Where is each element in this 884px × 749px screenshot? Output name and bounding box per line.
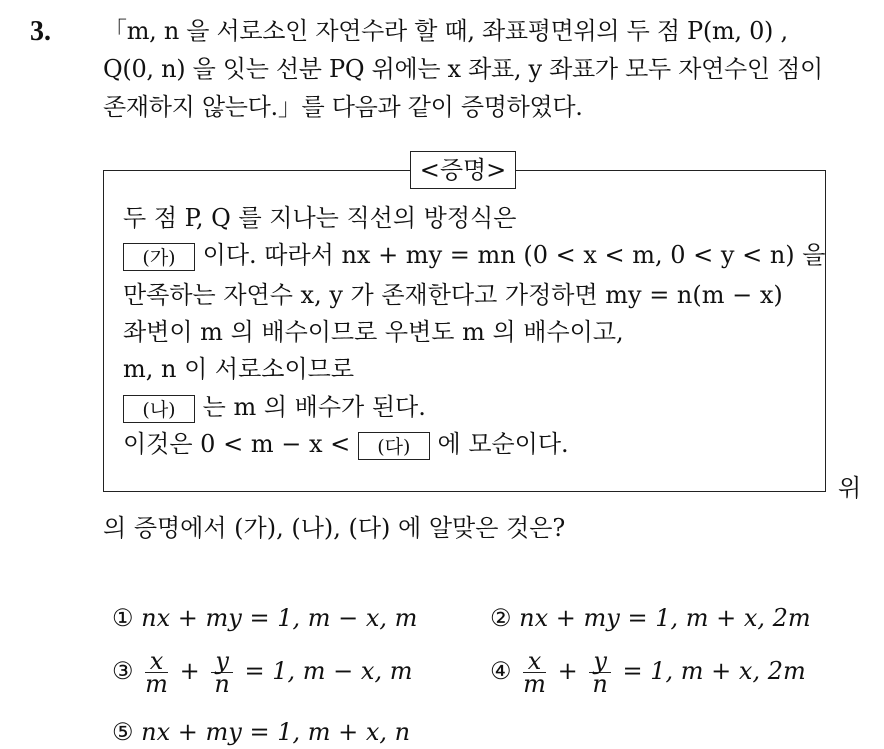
- option-3-mark: ③: [112, 657, 134, 685]
- option-2-mark: ②: [490, 604, 512, 632]
- option-1-mark: ①: [112, 604, 134, 632]
- problem-stem-line-1: 「m, n 을 서로소인 자연수라 할 때, 좌표평면위의 두 점 P(m, 0) ,: [103, 17, 788, 45]
- option-1[interactable]: [112, 604, 417, 632]
- option-4-text: = 1, m + x, 2m: [622, 657, 806, 685]
- option-4-fraction-x: $\frac{x}{m}$: [523, 647, 546, 698]
- problem-stem-line-2: Q(0, n) 을 잇는 선분 PQ 위에는 x 좌표, y 좌표가 모두 자연수인 점이: [103, 55, 823, 83]
- option-5[interactable]: [112, 718, 410, 746]
- option-3-text: = 1, m − x, m: [244, 657, 413, 685]
- option-1-text: nx + my = 1, m − x, m: [141, 604, 418, 632]
- option-4[interactable]: ④ $\frac{x}{m}$ + $\frac{y}{n}$ = 1, m + x, 2m: [490, 647, 806, 698]
- proof-line-7-pre: 이것은 0 < m − x <: [123, 430, 351, 458]
- blank-a: (가): [123, 243, 195, 271]
- proof-line-7-post: 에 모순이다.: [437, 430, 569, 458]
- trailing-char: 위: [838, 474, 862, 502]
- proof-line-4: 좌변이 m 의 배수이므로 우변도 m 의 배수이고,: [123, 318, 624, 346]
- option-3-fraction-x: $\frac{x}{m}$: [145, 647, 168, 698]
- option-3-fraction-y: $\frac{y}{n}$: [211, 650, 233, 695]
- proof-title: <증명>: [410, 151, 516, 189]
- problem-number: 3.: [30, 16, 51, 47]
- question-text: 의 증명에서 (가), (나), (다) 에 알맞은 것은?: [103, 514, 566, 542]
- option-2[interactable]: [490, 604, 811, 632]
- blank-c: (다): [358, 432, 430, 460]
- problem-stem-line-3: 존재하지 않는다.」를 다음과 같이 증명하였다.: [103, 93, 583, 121]
- proof-line-1: 두 점 P, Q 를 지나는 직선의 방정식은: [123, 204, 517, 232]
- proof-line-2-text: 이다. 따라서 nx + my = mn (0 < x < m, 0 < y < n) 을: [202, 241, 826, 269]
- option-5-mark: ⑤: [112, 718, 134, 746]
- proof-line-7: [123, 429, 569, 460]
- proof-line-3: 만족하는 자연수 x, y 가 존재한다고 가정하면 my = n(m − x): [123, 281, 783, 309]
- proof-line-2: [123, 240, 825, 271]
- proof-line-6: [123, 392, 426, 423]
- option-3[interactable]: ③ $\frac{x}{m}$ + $\frac{y}{n}$ = 1, m − x, m: [112, 647, 413, 698]
- option-4-mark: ④: [490, 657, 512, 685]
- option-2-text: nx + my = 1, m + x, 2m: [519, 604, 811, 632]
- option-5-text: nx + my = 1, m + x, n: [141, 718, 411, 746]
- option-4-fraction-y: $\frac{y}{n}$: [589, 650, 611, 695]
- blank-b: (나): [123, 395, 195, 423]
- proof-line-6-text: 는 m 의 배수가 된다.: [202, 393, 426, 421]
- proof-line-5: m, n 이 서로소이므로: [123, 355, 355, 383]
